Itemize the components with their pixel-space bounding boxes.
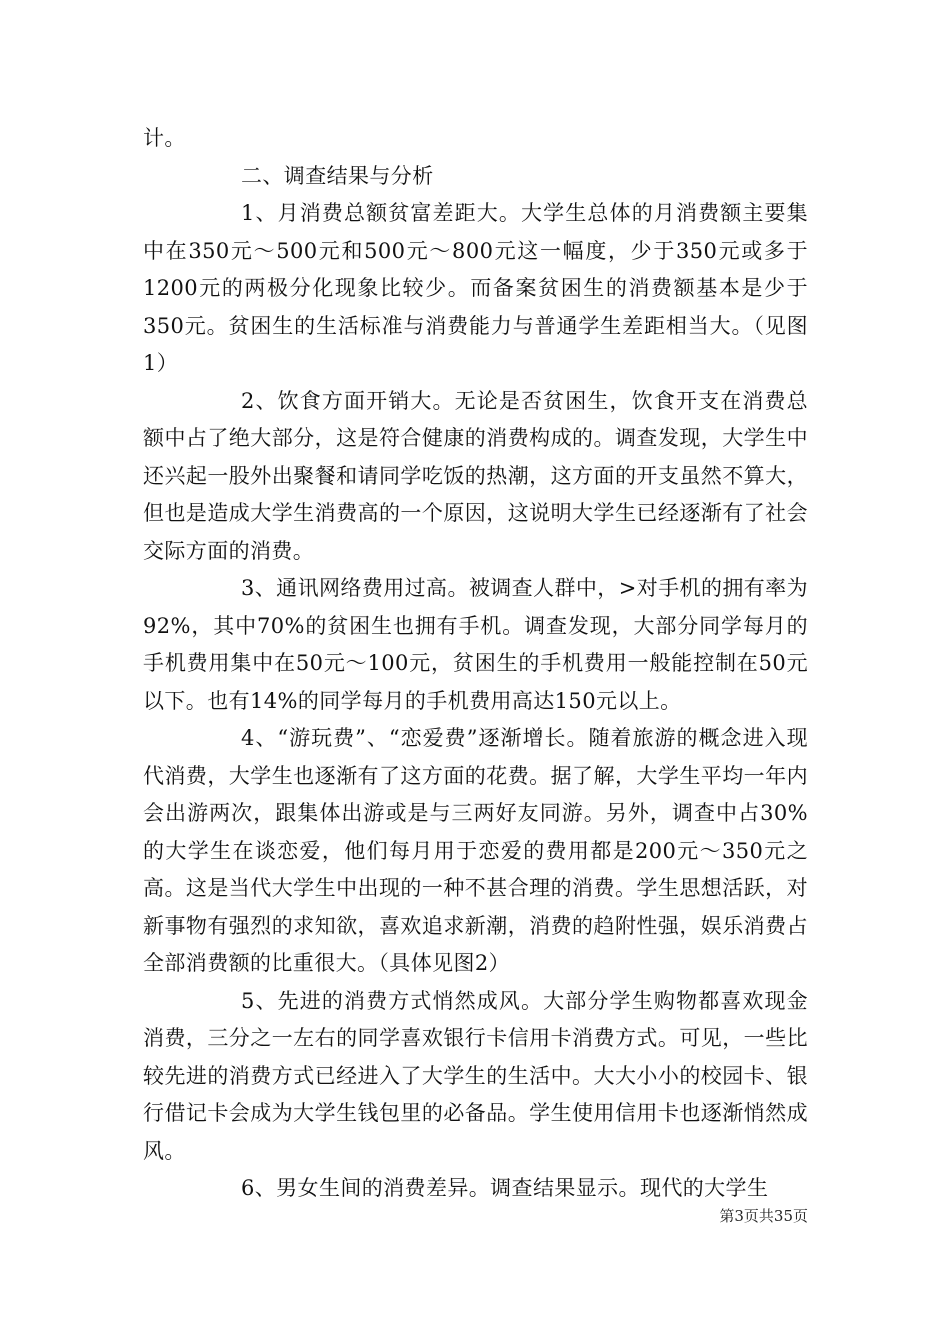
section-heading: 二、调查结果与分析 bbox=[241, 163, 434, 188]
paragraph-communication-costs: 3、通讯网络费用过高。被调查人群中，>对手机的拥有率为92%，其中70%的贫困生也拥有手机。调查发现，大部分同学每月的手机费用集中在50元～100元，贫困生的手机费用一般能控制在50元以下。也有14%的同学每月的手机费用高达150元以上。 bbox=[143, 576, 808, 713]
document-body bbox=[143, 120, 808, 1208]
page-number: 第3页共35页 bbox=[719, 1207, 808, 1225]
paragraph-continuation: 计。 bbox=[143, 126, 186, 150]
paragraph-payment-methods: 5、先进的消费方式悄然成风。大部分学生购物都喜欢现金消费，三分之一左右的同学喜欢银行卡信用卡消费方式。可见，一些比较先进的消费方式已经进入了大学生的生活中。大大小小的校园卡、银行借记卡会成为大学生钱包里的必备品。学生使用信用卡也逐渐悄然成风。 bbox=[143, 988, 808, 1163]
paragraph-food-spending: 2、饮食方面开销大。无论是否贫困生，饮食开支在消费总额中占了绝大部分，这是符合健康的消费构成的。调查发现，大学生中还兴起一股外出聚餐和请同学吃饭的热潮，这方面的开支虽然不算大，但也是造成大学生消费高的一个原因，这说明大学生已经逐渐有了社会交际方面的消费。 bbox=[143, 388, 808, 563]
paragraph-leisure-dating: 4、“游玩费”、“恋爱费”逐渐增长。随着旅游的概念进入现代消费，大学生也逐渐有了这方面的花费。据了解，大学生平均一年内会出游两次，跟集体出游或是与三两好友同游。另外，调查中占30%的大学生在谈恋爱，他们每月用于恋爱的费用都是200元～350元之高。这是当代大学生中出现的一种不甚合理的消费。学生思想活跃，对新事物有强烈的求知欲，喜欢追求新潮，消费的趋附性强，娱乐消费占全部消费额的比重很大。（具体见图2） bbox=[143, 726, 808, 975]
paragraph-monthly-spending: 1、月消费总额贫富差距大。大学生总体的月消费额主要集中在350元～500元和500元～800元这一幅度，少于350元或多于1200元的两极分化现象比较少。而备案贫困生的消费额基本是少于350元。贫困生的生活标准与消费能力与普通学生差距相当大。（见图1） bbox=[143, 201, 808, 375]
paragraph-gender-differences: 6、男女生间的消费差异。调查结果显示。现代的大学生 bbox=[241, 1176, 769, 1200]
